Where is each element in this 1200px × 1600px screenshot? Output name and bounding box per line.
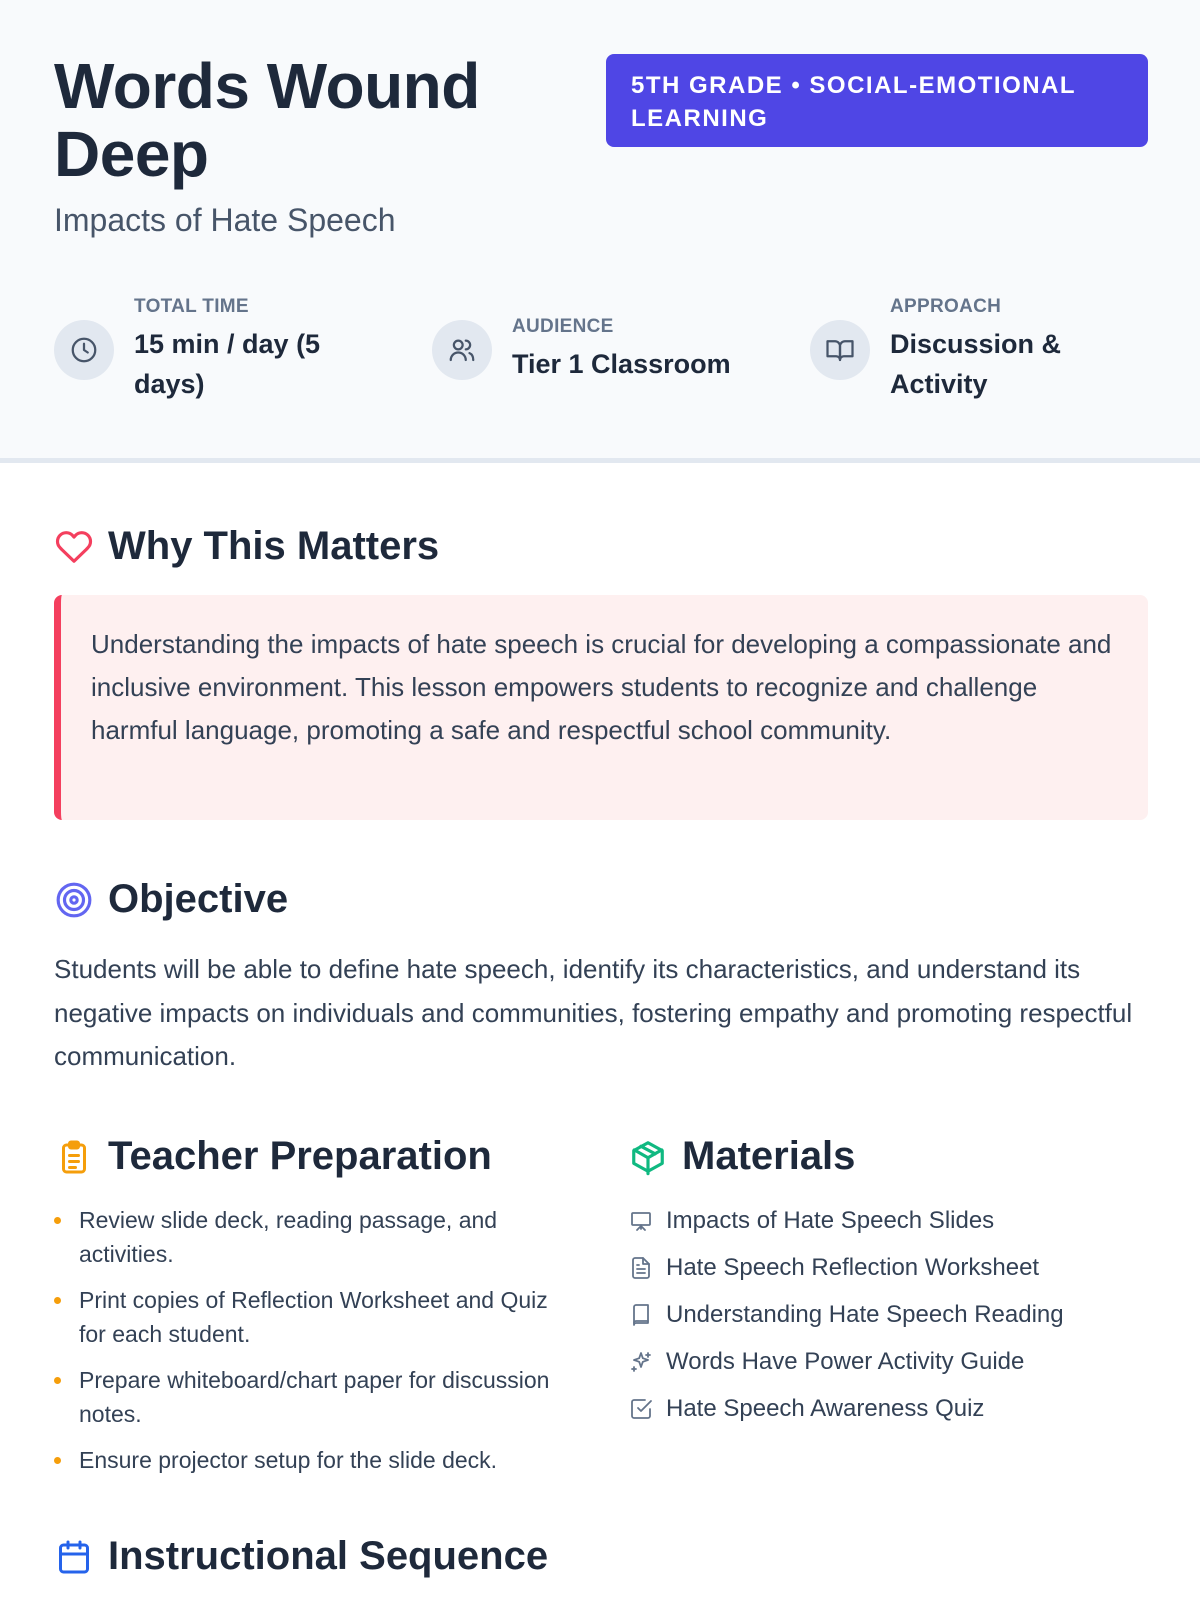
- material-item: Hate Speech Reflection Worksheet: [628, 1250, 1148, 1285]
- sequence-heading-text: Instructional Sequence: [108, 1534, 549, 1578]
- objective-text: Students will be able to define hate speech, identify its characteristics, and understand its negative impacts on individuals and communities, fostering empathy and promoting respectful communication.: [54, 954, 1133, 1071]
- material-item: Words Have Power Activity Guide: [628, 1344, 1148, 1379]
- objective-heading: [54, 877, 288, 922]
- lesson-header: [0, 0, 1200, 463]
- box-icon: [628, 1137, 668, 1177]
- meta-audience: [432, 316, 772, 384]
- list-item: Ensure projector setup for the slide deck.: [54, 1443, 574, 1477]
- prep-heading: [54, 1134, 492, 1179]
- meta-value: Tier 1 Classroom: [512, 349, 731, 379]
- bullet: [54, 1217, 61, 1224]
- meta-label: TOTAL TIME: [134, 296, 249, 317]
- list-item: Prepare whiteboard/chart paper for discussion notes.: [54, 1363, 574, 1431]
- page-title: Words Wound Deep: [54, 50, 480, 190]
- meta-label: APPROACH: [890, 296, 1002, 317]
- prep-heading-text: Teacher Preparation: [108, 1134, 492, 1178]
- prep-list: [54, 1203, 574, 1489]
- clipboard-icon: [54, 1137, 94, 1177]
- materials-heading-text: Materials: [682, 1134, 856, 1178]
- sparkles-icon: [628, 1349, 654, 1375]
- materials-heading: [628, 1134, 855, 1179]
- materials-list: [628, 1203, 1148, 1438]
- why-heading-text: Why This Matters: [108, 524, 440, 568]
- bullet: [54, 1457, 61, 1464]
- target-icon: [54, 880, 94, 920]
- why-callout: Understanding the impacts of hate speech is crucial for developing a compassionate and inclusive environment. This lesson empowers students to recognize and challenge harmful language, promoting a safe and respectful school community.: [54, 595, 1148, 820]
- material-item: Hate Speech Awareness Quiz: [628, 1391, 1148, 1426]
- grade-badge: 5TH GRADE • SOCIAL-EMOTIONAL LEARNING: [606, 54, 1148, 147]
- meta-approach: [810, 296, 1120, 404]
- objective-heading-text: Objective: [108, 877, 289, 921]
- material-item: Impacts of Hate Speech Slides: [628, 1203, 1148, 1238]
- list-item: Print copies of Reflection Worksheet and Quiz for each student.: [54, 1283, 574, 1351]
- meta-total-time: [54, 296, 364, 404]
- book-icon: [628, 1302, 654, 1328]
- bullet: [54, 1377, 61, 1384]
- calendar-icon: [54, 1537, 94, 1577]
- book-open-icon: [810, 320, 870, 380]
- material-item: Understanding Hate Speech Reading: [628, 1297, 1148, 1332]
- heart-icon: [54, 527, 94, 567]
- bullet: [54, 1297, 61, 1304]
- sequence-heading: [54, 1534, 548, 1579]
- meta-value: Discussion & Activity: [890, 329, 1062, 399]
- check-square-icon: [628, 1396, 654, 1422]
- meta-value: 15 min / day (5 days): [134, 329, 321, 399]
- file-text-icon: [628, 1255, 654, 1281]
- list-item: Review slide deck, reading passage, and activities.: [54, 1203, 574, 1271]
- users-icon: [432, 320, 492, 380]
- clock-icon: [54, 320, 114, 380]
- page-subtitle: Impacts of Hate Speech: [54, 202, 396, 238]
- presentation-icon: [628, 1208, 654, 1234]
- meta-label: AUDIENCE: [512, 316, 614, 337]
- why-heading: [54, 524, 439, 569]
